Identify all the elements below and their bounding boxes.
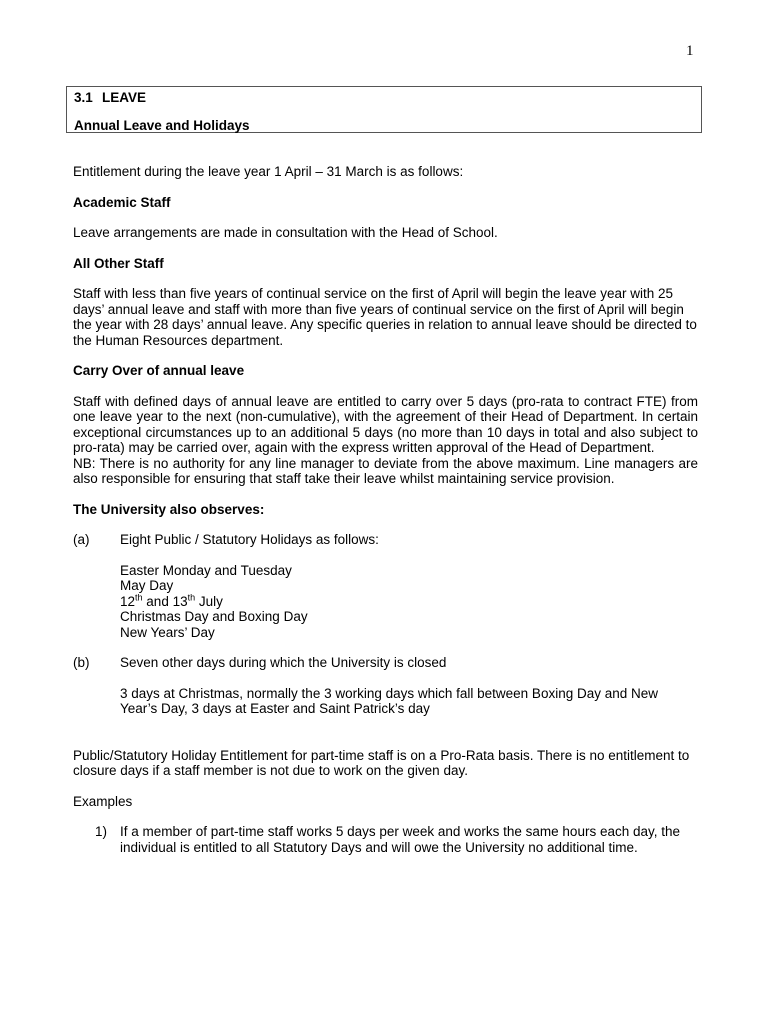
academic-staff-heading: Academic Staff	[73, 194, 171, 210]
example-text: If a member of part-time staff works 5 days per week and works the same hours each day, the individual is entitled to all Statutory Days and will owe the University no additional time.	[120, 824, 681, 855]
example-item-1	[95, 824, 698, 855]
item-b-label: (b)	[73, 655, 90, 670]
holiday-new-year: New Years’ Day	[120, 624, 215, 640]
other-staff-heading: All Other Staff	[73, 255, 164, 271]
page-number: 1	[686, 43, 694, 59]
item-a-text: Eight Public / Statutory Holidays as follows:	[120, 532, 379, 547]
july-sup-1: th	[135, 592, 143, 602]
observes-item-a	[73, 532, 698, 548]
holiday-easter: Easter Monday and Tuesday	[120, 562, 292, 578]
other-staff-text: Staff with less than five years of continual service on the first of April will begin the leave year with 25 days’ annual leave and staff with more than five years of continual service on the first of April will begin the year with 28 days’ annual leave. Any specific queries in relation to annual leave should be directed to the Human Resources department.	[73, 286, 697, 348]
item-a-label: (a)	[73, 532, 90, 547]
section-title: LEAVE	[102, 90, 147, 105]
holiday-july	[120, 594, 698, 610]
holiday-list	[120, 563, 698, 641]
examples-heading: Examples	[73, 793, 133, 809]
july-12: 12	[120, 593, 136, 609]
example-number: 1)	[95, 824, 108, 839]
carry-over-text: Staff with defined days of annual leave are entitled to carry over 5 days (pro-rata to contract FTE) from one leave year to the next (non-cumulative), with the agreement of their Head of Department. In certain exceptional circumstances up to an additional 5 days (no more than 10 days in total and also subject to pro-rata) may be carried over, again with the express written approval of the Head of Department.	[73, 393, 698, 455]
part-time-paragraph: Public/Statutory Holiday Entitlement for part-time staff is on a Pro-Rata basis. There is no entitlement to closure days if a staff member is not due to work on the given day.	[73, 747, 690, 778]
carry-over-heading: Carry Over of annual leave	[73, 363, 245, 378]
holiday-may-day: May Day	[120, 578, 174, 593]
academic-staff-text: Leave arrangements are made in consultation with the Head of School.	[73, 225, 498, 240]
intro-paragraph: Entitlement during the leave year 1 April – 31 March is as follows:	[73, 164, 464, 179]
observes-item-b	[73, 655, 698, 671]
section-subtitle: Annual Leave and Holidays	[74, 118, 250, 133]
july-sup-2: th	[187, 592, 196, 602]
carry-over-nb: NB: There is no authority for any line manager to deviate from the above maximum. Line managers are also responsible for ensuring that staff take their leave whilst maintaining service provision.	[73, 455, 698, 486]
item-b-text: Seven other days during which the University is closed	[120, 655, 447, 670]
document-body	[73, 164, 698, 855]
spacer	[73, 732, 698, 748]
closure-detail: 3 days at Christmas, normally the 3 working days which fall between Boxing Day and New Year’s Day, 3 days at Easter and Saint Patrick’s day	[120, 685, 659, 716]
section-heading-box	[66, 86, 702, 133]
observes-heading: The University also observes:	[73, 501, 265, 517]
july-month: July	[195, 593, 223, 609]
holiday-christmas: Christmas Day and Boxing Day	[120, 609, 308, 624]
section-heading	[74, 90, 146, 105]
july-and-13: and 13	[142, 593, 188, 609]
section-number: 3.1	[74, 90, 93, 105]
